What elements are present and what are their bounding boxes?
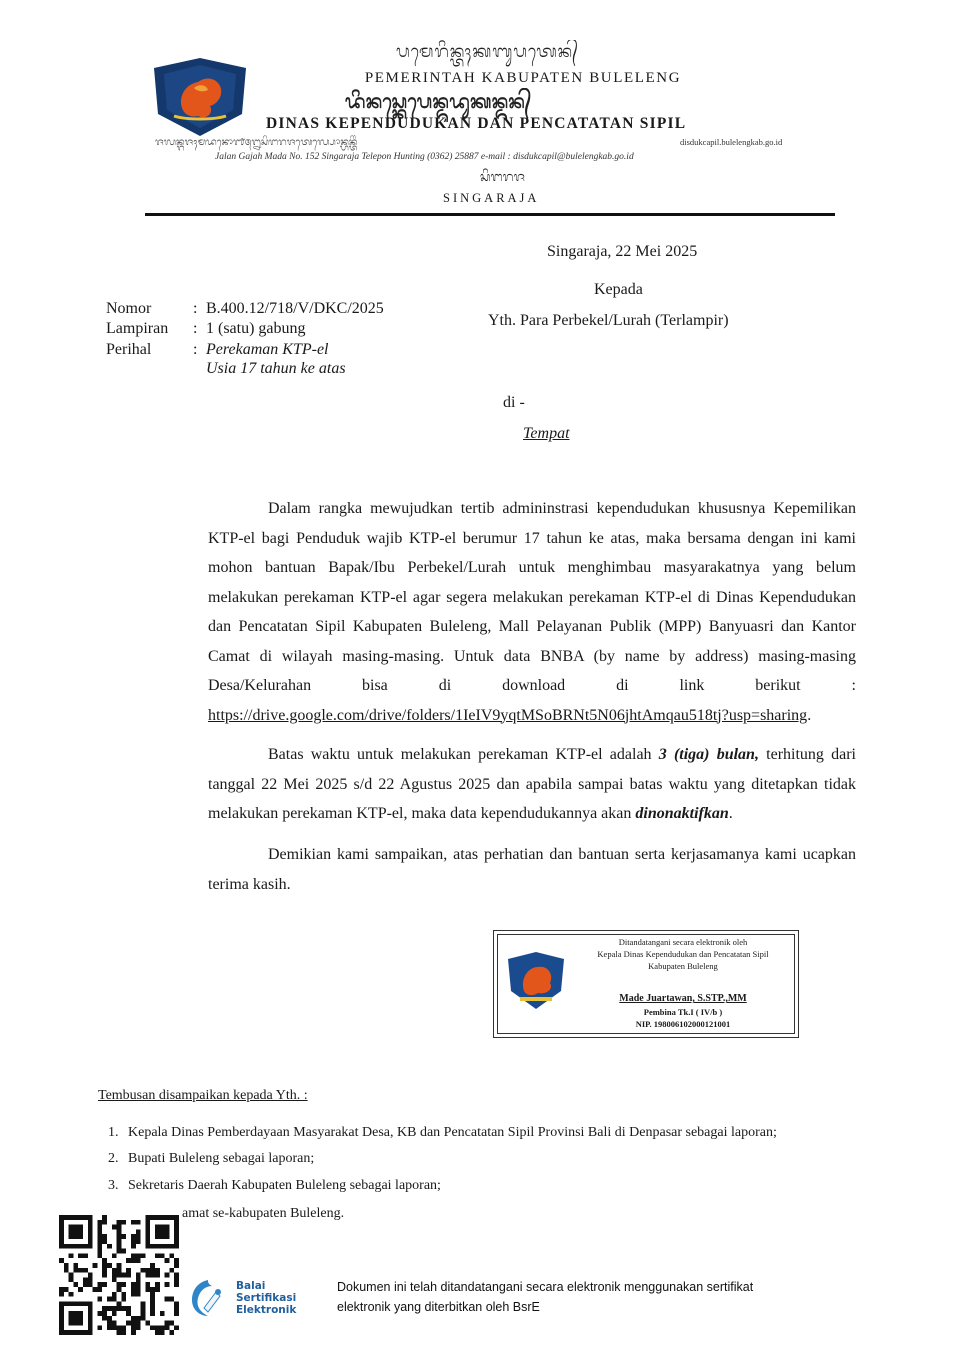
department-name: DINAS KEPENDUDUKAN DAN PENCATATAN SIPIL xyxy=(266,115,687,132)
body-paragraph-2-part-b: terhitung dari tanggal 22 Mei 2025 s/d 22 Agustus 2025 dan apabila sampai batas waktu yang ditetapkan tidak melakukan perekaman KTP-el, maka data kependudukannya akan xyxy=(208,746,856,822)
city-name: SINGARAJA xyxy=(443,191,540,205)
signer-name: Made Juartawan, S.STP.,MM xyxy=(619,993,747,1004)
letterhead-divider xyxy=(145,213,835,216)
di-label: di - xyxy=(503,394,525,411)
signer-rank: Pembina Tk.I ( IV/b ) xyxy=(643,1007,723,1017)
note-line-2: elektronik yang diterbitkan oleh BsrE xyxy=(337,1300,540,1314)
body-paragraph-3: Demikian kami sampaikan, atas perhatian dan bantuan serta kerjasamanya kami ucapkan terima kasih. xyxy=(208,846,856,893)
body-paragraph-1 xyxy=(208,494,856,730)
tembusan-number: 2. xyxy=(108,1151,119,1166)
tempat-label: Tempat xyxy=(523,425,570,442)
bsre-logo-text xyxy=(236,1280,296,1316)
kepada-label: Kepada xyxy=(594,281,643,298)
lampiran-label: Lampiran xyxy=(106,320,169,337)
bsre-logo-icon xyxy=(190,1278,226,1318)
nomor-colon: : xyxy=(193,300,198,317)
recipient: Yth. Para Perbekel/Lurah (Terlampir) xyxy=(488,312,729,329)
body-paragraph-2-part-a: Batas waktu untuk melakukan perekaman KTP-el adalah xyxy=(268,746,652,763)
letter-date: Singaraja, 22 Mei 2025 xyxy=(547,243,698,260)
deadline-emphasis: 3 (tiga) bulan, xyxy=(658,746,759,763)
balinese-script-line-2: ᬤᬶᬦᬲ᭄ᬓᬾᬧᬾᬦ᭄ᬤᬸᬤᬸᬓᬦ᭄ᬤᬦ᭄ xyxy=(345,91,532,113)
signer-nip: NIP. 198006102000121001 xyxy=(635,1019,731,1029)
electronic-signature-box xyxy=(493,930,799,1038)
signature-line-1: Ditandatangani secara elektronik oleh xyxy=(618,937,748,947)
balinese-script-line-1: ᬧᬫᬾᬭᬶᬦ᭄ᬢᬄᬓᬩᬸᬧᬢᬾᬦ᭄ xyxy=(396,42,580,62)
tembusan-text: amat se-kabupaten Buleleng. xyxy=(182,1206,345,1221)
deactivation-emphasis: dinonaktifkan xyxy=(635,805,729,822)
tembusan-item xyxy=(182,1206,344,1222)
qr-code-icon xyxy=(59,1215,179,1335)
nomor-label: Nomor xyxy=(106,300,152,317)
perihal-value-line-2: Usia 17 tahun ke atas xyxy=(206,360,346,377)
tembusan-number: 3. xyxy=(108,1178,119,1193)
tembusan-title: Tembusan disampaikan kepada Yth. : xyxy=(98,1088,308,1103)
bsre-line-1: Balai xyxy=(236,1280,266,1292)
tembusan-item xyxy=(108,1178,441,1194)
bnba-drive-link[interactable]: https://drive.google.com/drive/folders/1IeIV9yqtMSoBRNt5N06jhtAmqau518tj?usp=sharing xyxy=(208,706,808,724)
balinese-script-line-3: ᬚᬮᬦ᭄ᬕᬚᬄᬫᬤᬦᭀ᭑᭕᭒ᬲᬶᬗᬭᬚᬢᬾᬮ᭄ᬧᭀᬦ᭄ᬳᬦ᭄ᬢᬶᬂ xyxy=(155,137,358,148)
perihal-value-line-1: Perekaman KTP-el xyxy=(206,341,329,358)
perihal-label: Perihal xyxy=(106,341,152,358)
government-name: PEMERINTAH KABUPATEN BULELENG xyxy=(364,70,682,86)
bsre-line-3: Elektronik xyxy=(236,1304,297,1316)
signature-line-2: Kepala Dinas Kependudukan dan Pencatatan Sipil xyxy=(597,949,769,959)
body-paragraph-1-text: Dalam rangka mewujudkan tertib admininstrasi kependudukan khususnya Kepemilikan KTP-el bagi Penduduk wajib KTP-el berumur 17 tahun ke atas, maka bersama dengan ini kami mohon bantuan Bapak/Ibu Perbekel/Lurah untuk menghimbau masyarakatnya yang belum melakukan perekaman KTP-el agar segera melakukan perekaman KTP-el di Dinas Kependudukan dan Pencatatan Sipil Kabupaten Buleleng, Mall Pelayanan Publik (MPP) Banyuasri dan Kantor Camat di wilayah masing-masing. Untuk data BNBA (by name by address) masing-masing Desa/Kelurahan bisa di download di link berikut : xyxy=(208,500,856,694)
paragraph-2-period: . xyxy=(728,805,733,822)
bsre-line-2: Sertifikasi xyxy=(236,1292,297,1304)
tembusan-number: 1. xyxy=(108,1125,119,1140)
link-period: . xyxy=(807,706,812,724)
tembusan-item xyxy=(108,1125,777,1141)
electronic-signature-note xyxy=(337,1277,753,1317)
body-paragraph-2 xyxy=(208,740,856,829)
tembusan-text: Bupati Buleleng sebagai laporan; xyxy=(128,1151,315,1166)
perihal-colon: : xyxy=(193,341,198,358)
lampiran-colon: : xyxy=(193,320,198,337)
nomor-value: B.400.12/718/V/DKC/2025 xyxy=(206,300,384,317)
tembusan-item xyxy=(108,1151,314,1167)
balinese-script-line-4: ᬲᬶᬗᬭᬚ xyxy=(480,170,526,185)
lampiran-value: 1 (satu) gabung xyxy=(206,320,306,337)
tembusan-text: Kepala Dinas Pemberdayaan Masyarakat Desa, KB dan Pencatatan Sipil Provinsi Bali di Denpasar sebagai laporan; xyxy=(128,1125,777,1140)
signature-line-3: Kabupaten Buleleng xyxy=(648,961,718,971)
website-text: disdukcapil.bulelengkab.go.id xyxy=(680,137,783,147)
government-emblem-logo xyxy=(150,58,250,138)
note-line-1: Dokumen ini telah ditandatangani secara elektronik menggunakan sertifikat xyxy=(337,1280,754,1294)
signature-emblem-logo xyxy=(506,951,566,1011)
address-text: Jalan Gajah Mada No. 152 Singaraja Telepon Hunting (0362) 25887 e-mail : disdukcapil@bulelengkab.go.id xyxy=(215,152,634,162)
tembusan-text: Sekretaris Daerah Kabupaten Buleleng sebagai laporan; xyxy=(128,1178,441,1193)
